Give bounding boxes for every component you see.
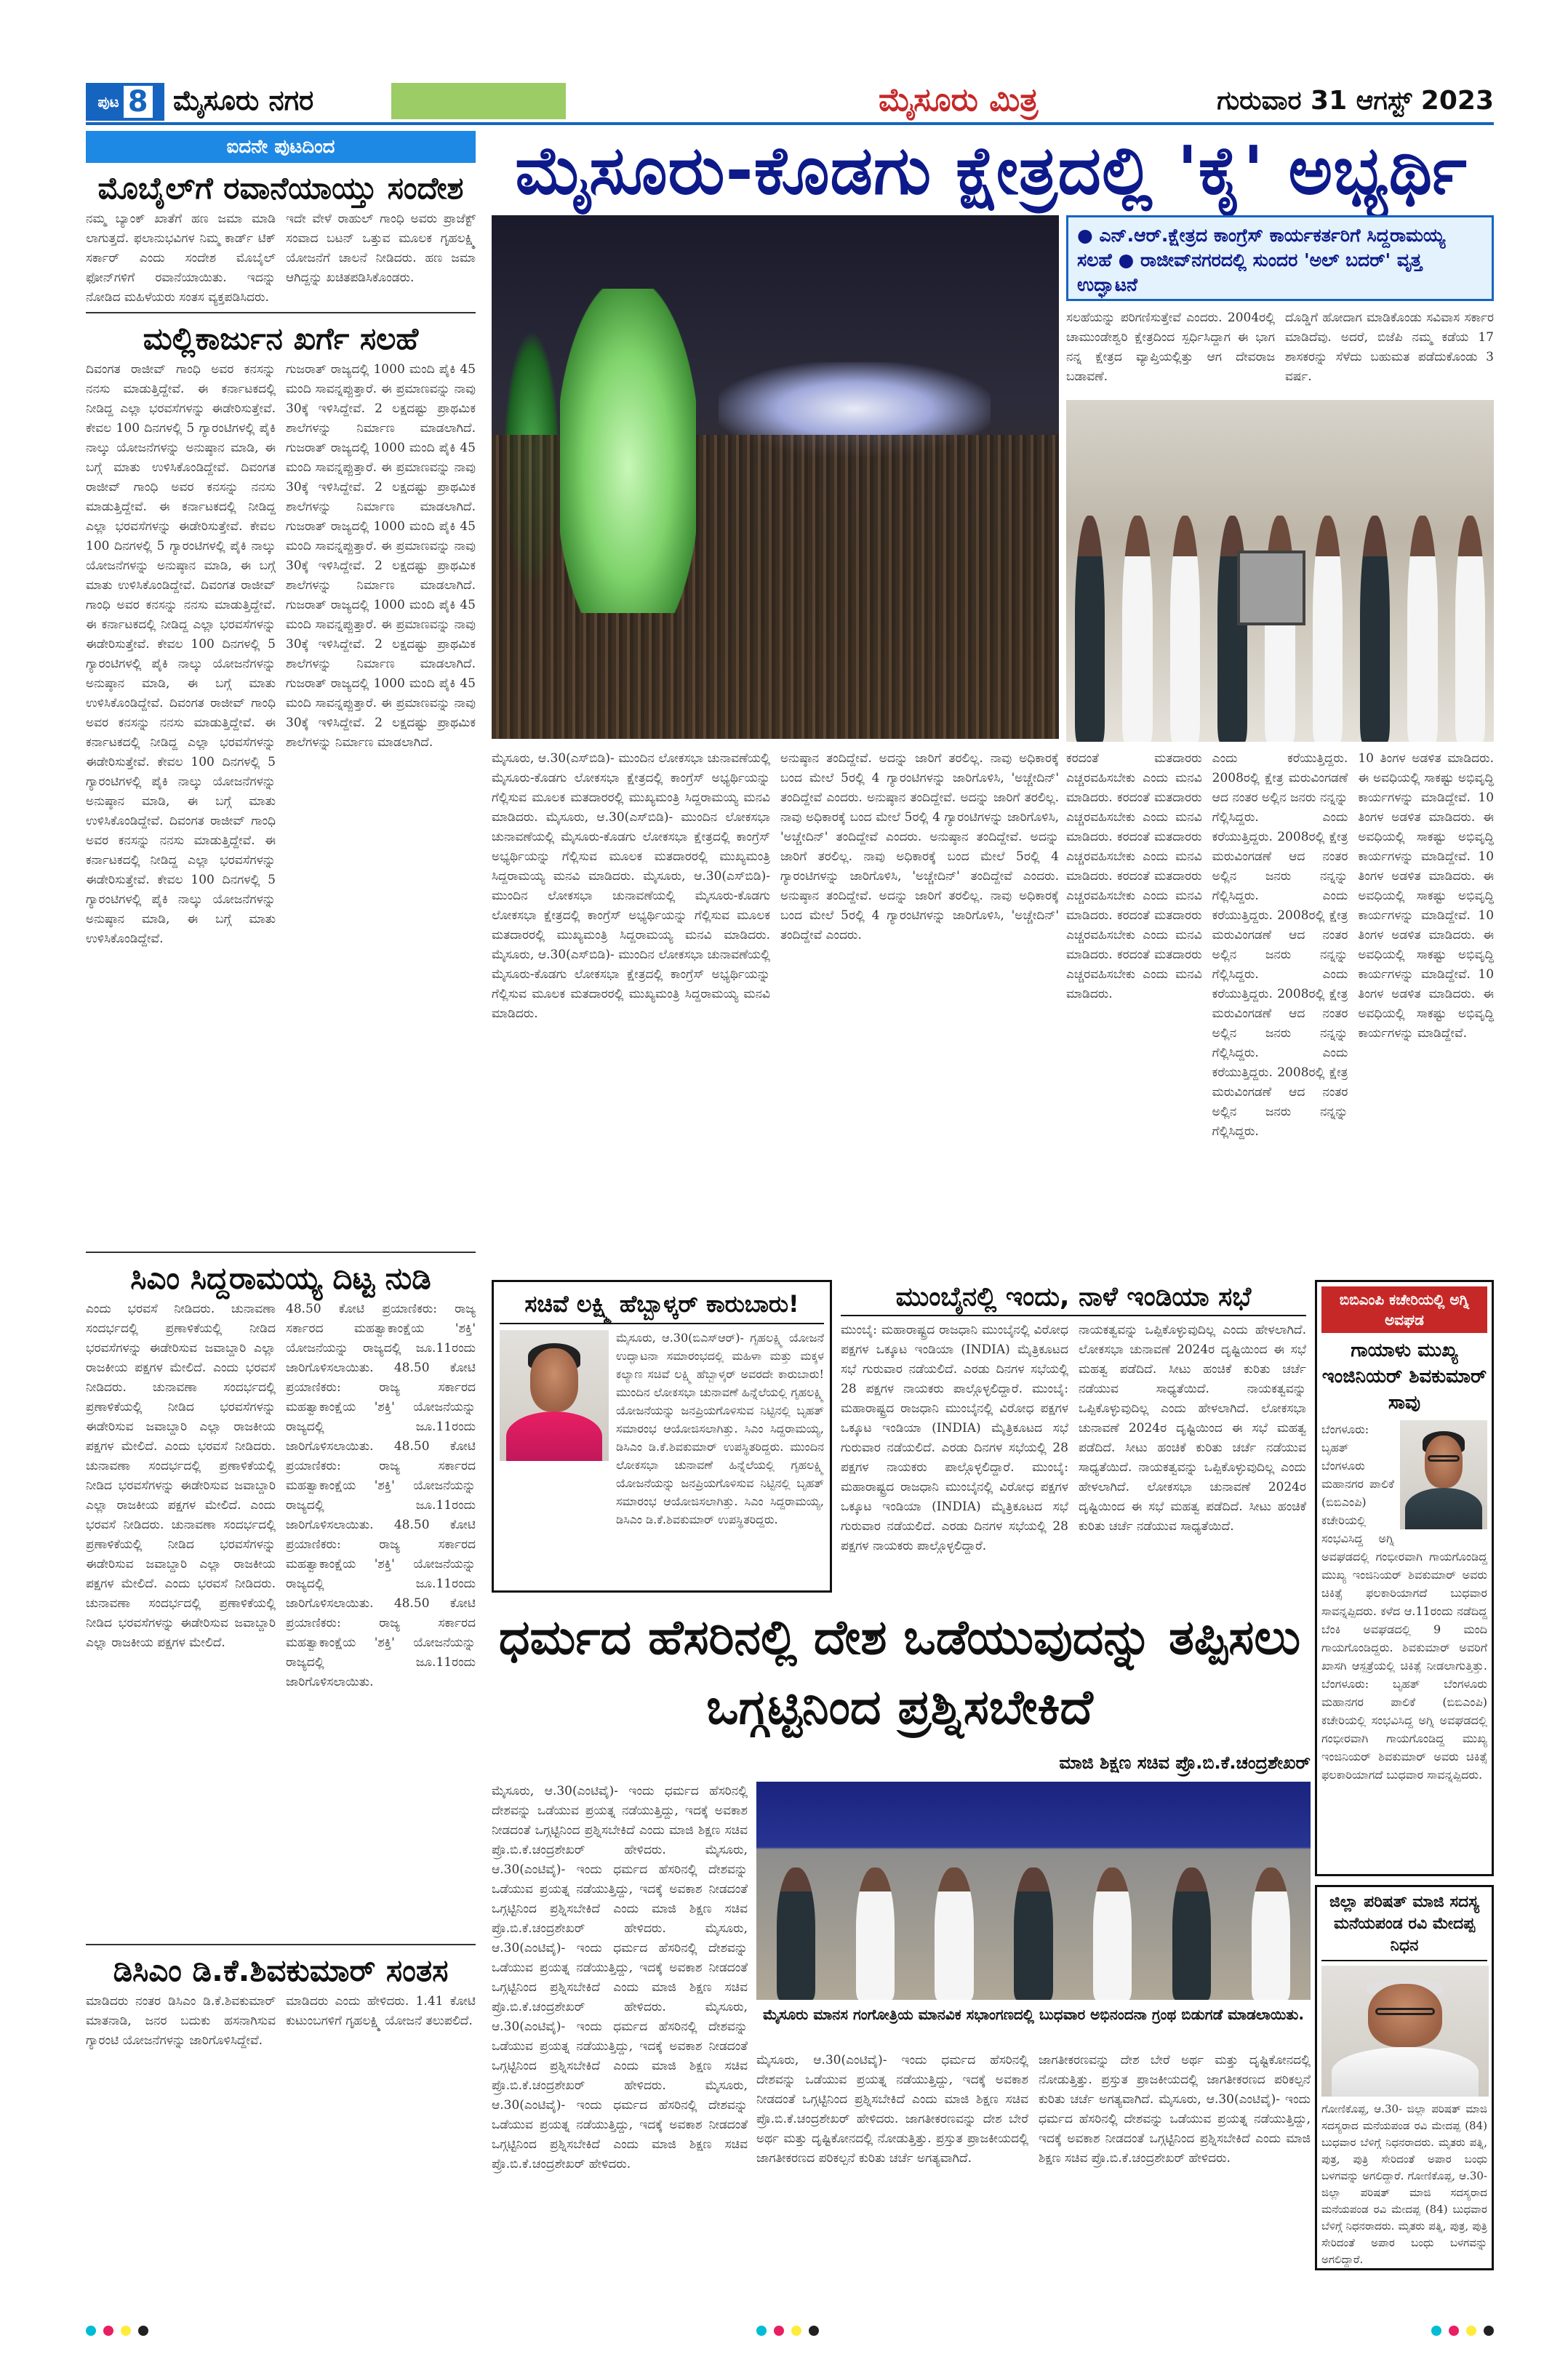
- story-text-part: ದಿವಂಗತ ರಾಜೀವ್ ಗಾಂಧಿ ಅವರ ಕನಸನ್ನು ನನಸು ಮಾಡುತ್ತಿದ್ದೇವೆ. ಈ ಕರ್ನಾಟಕದಲ್ಲಿ ನೀಡಿದ್ದ ಎಲ್ಲಾ ಭರವಸೆಗಳನ್ನು ಈಡೇರಿಸುತ್ತೇವೆ. ಕೇವಲ 100 ದಿನಗಳಲ್ಲಿ 5 ಗ್ಯಾರಂಟಿಗಳಲ್ಲಿ ಪೈಕಿ ನಾಲ್ಕು ಯೋಜನೆಗಳನ್ನು ಅನುಷ್ಠಾನ ಮಾಡಿ, ಈ ಬಗ್ಗೆ ಮಾತು ಉಳಿಸಿಕೊಂಡಿದ್ದೇವೆ.: [86, 814, 276, 946]
- masthead: [86, 81, 1494, 119]
- story-text-part: ಮೈಸೂರು, ಆ.30(ಎಂಟಿವೈ)- ಇಂದು ಧರ್ಮದ ಹೆಸರಿನಲ್ಲಿ ದೇಶವನ್ನು ಒಡೆಯುವ ಪ್ರಯತ್ನ ನಡೆಯುತ್ತಿದ್ದು, ಇದಕ್ಕೆ ಅವಕಾಶ ನೀಡದಂತೆ ಒಗ್ಗಟ್ಟಿನಿಂದ ಪ್ರಶ್ನಿಸಬೇಕಿದೆ ಎಂದು ಮಾಜಿ ಶಿಕ್ಷಣ ಸಚಿವ ಪ್ರೊ.ಬಿ.ಕೆ.ಚಂದ್ರಶೇಖರ್ ಹೇಳಿದರು.: [492, 1921, 748, 2014]
- divider: [86, 1944, 476, 1945]
- story-text-part: ಗುಜರಾತ್ ರಾಜ್ಯದಲ್ಲಿ 1000 ಮಂದಿ ಪೈಕಿ 45 ಮಂದಿ ಸಾವನ್ನಪ್ಪುತ್ತಾರೆ. ಈ ಪ್ರಮಾಣವನ್ನು ನಾವು 30ಕ್ಕೆ ಇಳಿಸಿದ್ದೇವೆ. 2 ಲಕ್ಷದಷ್ಟು ಪ್ರಾಥಮಿಕ ಶಾಲೆಗಳನ್ನು ನಿರ್ಮಾಣ ಮಾಡಲಾಗಿದೆ.: [286, 676, 476, 750]
- glasses: [1428, 1455, 1459, 1462]
- story-text: [1212, 749, 1348, 1142]
- story-text-part: ಕರದಂತೆ ಮತದಾರರು ಎಚ್ಚರವಹಿಸಬೇಕು ಎಂದು ಮನವಿ ಮಾಡಿದರು.: [1066, 830, 1202, 884]
- story-text: [1079, 1321, 1306, 1590]
- issue-date: ಗುರುವಾರ 31 ಆಗಸ್ಟ್ 2023: [1217, 86, 1494, 116]
- story-text-part: ಕರದಂತೆ ಮತದಾರರು ಎಚ್ಚರವಹಿಸಬೇಕು ಎಂದು ಮನವಿ ಮಾಡಿದರು.: [1066, 948, 1202, 1001]
- person: [777, 1867, 815, 2000]
- story-text-part: ಮೈಸೂರು, ಆ.30(ಎಸ್‌ಬಿಡಿ)- ಮುಂದಿನ ಲೋಕಸಭಾ ಚುನಾವಣೆಯಲ್ಲಿ ಮೈಸೂರು-ಕೊಡಗು ಲೋಕಸಭಾ ಕ್ಷೇತ್ರದಲ್ಲಿ ಕಾಂಗ್ರೆಸ್ ಅಭ್ಯರ್ಥಿಯನ್ನು ಗೆಲ್ಲಿಸುವ ಮೂಲಕ ಮತದಾರರಲ್ಲಿ ಮುಖ್ಯಮಂತ್ರಿ ಸಿದ್ದರಾಮಯ್ಯ ಮನವಿ ಮಾಡಿದರು.: [492, 810, 770, 884]
- box-kicker: ಬಿಬಿಎಂಪಿ ಕಚೇರಿಯಲ್ಲಿ ಅಗ್ನಿ ಅವಘಡ: [1321, 1286, 1487, 1333]
- story-text: [492, 749, 770, 1024]
- story-text-part: ದಿವಂಗತ ರಾಜೀವ್ ಗಾಂಧಿ ಅವರ ಕನಸನ್ನು ನನಸು ಮಾಡುತ್ತಿದ್ದೇವೆ. ಈ ಕರ್ನಾಟಕದಲ್ಲಿ ನೀಡಿದ್ದ ಎಲ್ಲಾ ಭರವಸೆಗಳನ್ನು ಈಡೇರಿಸುತ್ತೇವೆ. ಕೇವಲ 100 ದಿನಗಳಲ್ಲಿ 5 ಗ್ಯಾರಂಟಿಗಳಲ್ಲಿ ಪೈಕಿ ನಾಲ್ಕು ಯೋಜನೆಗಳನ್ನು ಅನುಷ್ಠಾನ ಮಾಡಿ, ಈ ಬಗ್ಗೆ ಮಾತು ಉಳಿಸಿಕೊಂಡಿದ್ದೇವೆ.: [86, 460, 276, 593]
- story-text: [86, 360, 276, 1247]
- registration-dots-center: [756, 2326, 819, 2336]
- box-text-part: ಮುಂದಿನ ಲೋಕಸಭಾ ಚುನಾವಣೆ ಹಿನ್ನೆಲೆಯಲ್ಲಿ ಗೃಹಲಕ್ಷ್ಮಿ ಯೋಜನೆಯನ್ನು ಜನಪ್ರಿಯಗೊಳಿಸುವ ನಿಟ್ಟಿನಲ್ಲಿ ಬೃಹತ್ ಸಮಾರಂಭ ಆಯೋಜಿಸಲಾಗಿತ್ತು. ಸಿಎಂ ಸಿದ್ದರಾಮಯ್ಯ, ಡಿಸಿಎಂ ಡಿ.ಕೆ.ಶಿವಕುಮಾರ್ ಉಪಸ್ಥಿತರಿದ್ದರು.: [616, 1385, 824, 1454]
- story-body: [86, 1300, 476, 1939]
- story-text: [1039, 2051, 1311, 2169]
- story-text-part: ಗುಜರಾತ್ ರಾಜ್ಯದಲ್ಲಿ 1000 ಮಂದಿ ಪೈಕಿ 45 ಮಂದಿ ಸಾವನ್ನಪ್ಪುತ್ತಾರೆ. ಈ ಪ್ರಮಾಣವನ್ನು ನಾವು 30ಕ್ಕೆ ಇಳಿಸಿದ್ದೇವೆ. 2 ಲಕ್ಷದಷ್ಟು ಪ್ರಾಥಮಿಕ ಶಾಲೆಗಳನ್ನು ನಿರ್ಮಾಣ ಮಾಡಲಾಗಿದೆ.: [286, 519, 476, 593]
- box-text-part: ಕಳೆದ ಆ.11ರಂದು ನಡೆದಿದ್ದ ಬೆಂಕಿ ಅವಘಡದಲ್ಲಿ 9 ಮಂದಿ ಗಾಯಗೊಂಡಿದ್ದರು. ಶಿವಕುಮಾರ್ ಅವರಿಗೆ ಖಾಸಗಿ ಆಸ್ಪತ್ರೆಯಲ್ಲಿ ಚಿಕಿತ್ಸೆ ನೀಡಲಾಗುತ್ತಿತ್ತು.: [1321, 1604, 1487, 1673]
- person: [1172, 1867, 1211, 2000]
- story-headline: ಸಿಎಂ ಸಿದ್ದರಾಮಯ್ಯ ದಿಟ್ಟ ನುಡಿ: [130, 1260, 431, 1296]
- registration-dots-left: [86, 2326, 148, 2336]
- person: [1014, 1867, 1052, 2000]
- registration-dot: [1466, 2326, 1476, 2336]
- story-text-part: ಅನುಷ್ಠಾನ ತಂದಿದ್ದೇವೆ. ಅದನ್ನು ಜಾರಿಗೆ ತರಲಿಲ್ಲ. ನಾವು ಅಧಿಕಾರಕ್ಕೆ ಬಂದ ಮೇಲೆ 5ರಲ್ಲಿ 4 ಗ್ಯಾರಂಟಿಗಳನ್ನು ಜಾರಿಗೊಳಿಸಿ, 'ಅಚ್ಚೇದಿನ್' ತಂದಿದ್ದೇವೆ ಎಂದರು.: [780, 830, 1059, 884]
- registration-dot: [1484, 2326, 1494, 2336]
- story-text-part: ಎಂದು ಭರವಸೆ ನೀಡಿದರು. ಚುನಾವಣಾ ಸಂದರ್ಭದಲ್ಲಿ ಪ್ರಣಾಳಿಕೆಯಲ್ಲಿ ನೀಡಿದ ಭರವಸೆಗಳನ್ನು ಈಡೇರಿಸುವ ಜವಾಬ್ದಾರಿ ಎಲ್ಲಾ ರಾಜಕೀಯ ಪಕ್ಷಗಳ ಮೇಲಿದೆ.: [86, 1361, 276, 1454]
- box-text-part: ಗೋಣಿಕೊಪ್ಪ, ಆ.30- ಜಿಲ್ಲಾ ಪರಿಷತ್ ಮಾಜಿ ಸದಸ್ಯರಾದ ಮನೆಯಪಂಡ ರವಿ ಮೇದಪ್ಪ (84) ಬುಧವಾರ ಬೆಳಿಗ್ಗೆ ನಿಧನರಾದರು. ಮೃತರು ಪತ್ನಿ, ಪುತ್ರ, ಪುತ್ರಿ ಸೇರಿದಂತೆ ಅಪಾರ ಬಂಧು ಬಳಗವನ್ನು ಅಗಲಿದ್ದಾರೆ.: [1321, 2102, 1487, 2182]
- person: [1360, 516, 1390, 742]
- face: [530, 1348, 578, 1411]
- story-text-part: 48.50 ಕೋಟಿ ಪ್ರಯಾಣಿಕರು: ರಾಜ್ಯ ಸರ್ಕಾರದ ಮಹತ್ವಾಕಾಂಕ್ಷೆಯ 'ಶಕ್ತಿ' ಯೋಜನೆಯನ್ನು ರಾಜ್ಯದಲ್ಲಿ ಜೂ.11ರಂದು ಜಾರಿಗೊಳಿಸಲಾಯಿತು.: [286, 1302, 476, 1375]
- shoulders: [1332, 2047, 1479, 2097]
- section-name: ಮೈಸೂರು ನಗರ: [173, 84, 314, 116]
- person: [856, 1867, 895, 2000]
- story-text-part: ಮೈಸೂರು, ಆ.30(ಎಂಟಿವೈ)- ಇಂದು ಧರ್ಮದ ಹೆಸರಿನಲ್ಲಿ ದೇಶವನ್ನು ಒಡೆಯುವ ಪ್ರಯತ್ನ ನಡೆಯುತ್ತಿದ್ದು, ಇದಕ್ಕೆ ಅವಕಾಶ ನೀಡದಂತೆ ಒಗ್ಗಟ್ಟಿನಿಂದ ಪ್ರಶ್ನಿಸಬೇಕಿದೆ ಎಂದು ಮಾಜಿ ಶಿಕ್ಷಣ ಸಚಿವ ಪ್ರೊ.ಬಿ.ಕೆ.ಚಂದ್ರಶೇಖರ್ ಹೇಳಿದರು.: [1039, 2092, 1311, 2166]
- person: [1093, 1867, 1132, 2000]
- byline: ಮಾಜಿ ಶಿಕ್ಷಣ ಸಚಿವ ಪ್ರೊ.ಬಿ.ಕೆ.ಚಂದ್ರಶೇಖರ್: [1059, 1753, 1311, 1773]
- story-text: ಸಲಹೆಯನ್ನು ಪರಿಗಣಿಸುತ್ತೇವೆ ಎಂದರು. 2004ರಲ್ಲಿ ಚಾಮುಂಡೇಶ್ವರಿ ಕ್ಷೇತ್ರದಿಂದ ಸ್ಪರ್ಧಿಸಿದ್ದಾಗ ಈ ಭಾಗ ನನ್ನ ಕ್ಷೇತ್ರದ ವ್ಯಾಪ್ತಿಯಲ್ಲಿತ್ತು ಆಗ ದೇವರಾಜ ಬಡಾವಣೆ.: [1066, 311, 1275, 384]
- story-text-part: ಜಾಗತೀಕರಣವನ್ನು ದೇಶ ಬೇರೆ ಅರ್ಥ ಮತ್ತು ದೃಷ್ಟಿಕೋನದಲ್ಲಿ ನೋಡುತ್ತಿತ್ತು. ಪ್ರಸ್ತುತ ಪ್ರಾಜಕೀಯದಲ್ಲಿ ಜಾಗತೀಕರಣದ ಪರಿಕಲ್ಪನೆ ಕುರಿತು ಚರ್ಚೆ ಅಗತ್ಯವಾಗಿದೆ.: [756, 2112, 1028, 2166]
- story-text-part: ಎಂದು ಕರೆಯುತ್ತಿದ್ದರು. 2008ರಲ್ಲಿ ಕ್ಷೇತ್ರ ಮರುವಿಂಗಡಣೆ ಆದ ನಂತರ ಅಲ್ಲಿನ ಜನರು ನನ್ನನ್ನು ಗೆಲ್ಲಿಸಿದ್ದರು.: [1212, 751, 1348, 825]
- minister-portrait: [500, 1330, 609, 1461]
- memento-plaque: [1237, 551, 1305, 625]
- registration-dot: [791, 2326, 801, 2336]
- story-text: [286, 360, 476, 1247]
- box-title: ಜಿಲ್ಲಾ ಪರಿಷತ್ ಮಾಜಿ ಸದಸ್ಯ ಮನೆಯಪಂಡ ರವಿ ಮೇದಪ್ಪ ನಿಧನ: [1321, 1891, 1487, 1961]
- story-text-part: ಎಂದು ಕರೆಯುತ್ತಿದ್ದರು. 2008ರಲ್ಲಿ ಕ್ಷೇತ್ರ ಮರುವಿಂಗಡಣೆ ಆದ ನಂತರ ಅಲ್ಲಿನ ಜನರು ನನ್ನನ್ನು ಗೆಲ್ಲಿಸಿದ್ದರು.: [1212, 810, 1348, 903]
- story-text: [492, 1782, 748, 2174]
- person: [1265, 516, 1295, 742]
- story-text-part: ಅನುಷ್ಠಾನ ತಂದಿದ್ದೇವೆ. ಅದನ್ನು ಜಾರಿಗೆ ತರಲಿಲ್ಲ. ನಾವು ಅಧಿಕಾರಕ್ಕೆ ಬಂದ ಮೇಲೆ 5ರಲ್ಲಿ 4 ಗ್ಯಾರಂಟಿಗಳನ್ನು ಜಾರಿಗೊಳಿಸಿ, 'ಅಚ್ಚೇದಿನ್' ತಂದಿದ್ದೇವೆ ಎಂದರು.: [780, 790, 1059, 844]
- story-text-part: 48.50 ಕೋಟಿ ಪ್ರಯಾಣಿಕರು: ರಾಜ್ಯ ಸರ್ಕಾರದ ಮಹತ್ವಾಕಾಂಕ್ಷೆಯ 'ಶಕ್ತಿ' ಯೋಜನೆಯನ್ನು ರಾಜ್ಯದಲ್ಲಿ ಜೂ.11ರಂದು ಜಾರಿಗೊಳಿಸಲಾಯಿತು.: [286, 1518, 476, 1611]
- registration-dot: [1449, 2326, 1459, 2336]
- story-text: [1066, 749, 1202, 1142]
- person: [1455, 516, 1485, 742]
- person: [1217, 516, 1247, 742]
- newspaper-brand: ಮೈಸೂರು ಮಿತ್ರ: [879, 81, 1039, 119]
- story-text-part: ನಾಯಕತ್ವವನ್ನು ಒಪ್ಪಿಕೊಳ್ಳುವುದಿಲ್ಲ ಎಂದು ಹೇಳಲಾಗಿದೆ. ಲೋಕಸಭಾ ಚುನಾವಣೆ 2024ರ ದೃಷ್ಟಿಯಿಂದ ಈ ಸಭೆ ಮಹತ್ವ ಪಡೆದಿದೆ. ಸೀಟು ಹಂಚಿಕೆ ಕುರಿತು ಚರ್ಚೆ ನಡೆಯುವ ಸಾಧ್ಯತೆಯಿದೆ.: [1079, 1323, 1306, 1396]
- story-text-part: 10 ತಿಂಗಳ ಅಡಳಿತ ಮಾಡಿದರು. ಈ ಅವಧಿಯಲ್ಲಿ ಸಾಕಷ್ಟು ಅಭಿವೃದ್ಧಿ ಕಾರ್ಯಗಳನ್ನು ಮಾಡಿದ್ದೇವೆ.: [1358, 908, 1494, 982]
- box-text-part: ಬೆಂಗಳೂರು: ಬೃಹತ್ ಬೆಂಗಳೂರು ಮಹಾನಗರ ಪಾಲಿಕೆ (ಬಿಬಿಎಂಪಿ) ಕಚೇರಿಯಲ್ಲಿ ಸಂಭವಿಸಿದ್ದ ಅಗ್ನಿ ಅವಘಡದಲ್ಲಿ ಗಂಭೀರವಾಗಿ ಗಾಯಗೊಂಡಿದ್ದ ಮುಖ್ಯ ಇಂಜಿನಿಯರ್ ಶಿವಕುಮಾರ್ ಅವರು ಚಿಕಿತ್ಸೆ ಫಲಕಾರಿಯಾಗದೆ ಬುಧವಾರ ಸಾವನ್ನಪ್ಪಿದರು.: [1321, 1422, 1487, 1618]
- dharma-story-text-bottom: [756, 2051, 1311, 2276]
- box-text-part: ಬೆಂಗಳೂರು: ಬೃಹತ್ ಬೆಂಗಳೂರು ಮಹಾನಗರ ಪಾಲಿಕೆ (ಬಿಬಿಎಂಪಿ) ಕಚೇರಿಯಲ್ಲಿ ಸಂಭವಿಸಿದ್ದ ಅಗ್ನಿ ಅವಘಡದಲ್ಲಿ ಗಂಭೀರವಾಗಿ ಗಾಯಗೊಂಡಿದ್ದ ಮುಖ್ಯ ಇಂಜಿನಿಯರ್ ಶಿವಕುಮಾರ್ ಅವರು ಚಿಕಿತ್ಸೆ ಫಲಕಾರಿಯಾಗದೆ ಬುಧವಾರ ಸಾವನ್ನಪ್ಪಿದರು.: [1321, 1677, 1487, 1782]
- face: [1425, 1436, 1463, 1488]
- main-subheadline-box: [1066, 215, 1494, 301]
- story-text-part: ಮೈಸೂರು, ಆ.30(ಎಂಟಿವೈ)- ಇಂದು ಧರ್ಮದ ಹೆಸರಿನಲ್ಲಿ ದೇಶವನ್ನು ಒಡೆಯುವ ಪ್ರಯತ್ನ ನಡೆಯುತ್ತಿದ್ದು, ಇದಕ್ಕೆ ಅವಕಾಶ ನೀಡದಂತೆ ಒಗ್ಗಟ್ಟಿನಿಂದ ಪ್ರಶ್ನಿಸಬೇಕಿದೆ ಎಂದು ಮಾಜಿ ಶಿಕ್ಷಣ ಸಚಿವ ಪ್ರೊ.ಬಿ.ಕೆ.ಚಂದ್ರಶೇಖರ್ ಹೇಳಿದರು.: [492, 2078, 748, 2171]
- registration-dot: [756, 2326, 767, 2336]
- main-continued-text: [1066, 749, 1494, 1273]
- stage-banner: [790, 1795, 1278, 1817]
- person: [1122, 516, 1152, 742]
- story-text: ನಮ್ಮ ಬ್ಯಾಂಕ್ ಖಾತೆಗೆ ಹಣ ಜಮಾ ಮಾಡಿ ಲಾಗುತ್ತದೆ. ಫಲಾನುಭವಿಗಳ ನಿಮ್ಮ ಕಾರ್ಡ್‌ ಟಿಕ್ ಸರ್ಕಾರ್ ಎಂದು ಸಂದೇಶ ಮೊಬೈಲ್ ಫೋನ್‌ಗಳಿಗೆ ರವಾನೆಯಾಯಿತು. ಇದನ್ನು ನೋಡಿದ ಮಹಿಳೆಯರು ಸಂತಸ ವ್ಯಕ್ತಪಡಿಸಿದರು.: [86, 212, 276, 305]
- engineer-portrait: [1400, 1420, 1487, 1529]
- box-text-part: ಗೋಣಿಕೊಪ್ಪ, ಆ.30- ಜಿಲ್ಲಾ ಪರಿಷತ್ ಮಾಜಿ ಸದಸ್ಯರಾದ ಮನೆಯಪಂಡ ರವಿ ಮೇದಪ್ಪ (84) ಬುಧವಾರ ಬೆಳಿಗ್ಗೆ ನಿಧನರಾದರು. ಮೃತರು ಪತ್ನಿ, ಪುತ್ರ, ಪುತ್ರಿ ಸೇರಿದಂತೆ ಅಪಾರ ಬಂಧು ಬಳಗವನ್ನು ಅಗಲಿದ್ದಾರೆ.: [1321, 2169, 1487, 2266]
- story-text-part: ಎಂದು ಭರವಸೆ ನೀಡಿದರು. ಚುನಾವಣಾ ಸಂದರ್ಭದಲ್ಲಿ ಪ್ರಣಾಳಿಕೆಯಲ್ಲಿ ನೀಡಿದ ಭರವಸೆಗಳನ್ನು ಈಡೇರಿಸುವ ಜವಾಬ್ದಾರಿ ಎಲ್ಲಾ ರಾಜಕೀಯ ಪಕ್ಷಗಳ ಮೇಲಿದೆ.: [86, 1577, 276, 1650]
- story-headline: ಮೊಬೈಲ್‌ಗೆ ರವಾನೆಯಾಯ್ತು ಸಂದೇಶ: [97, 170, 464, 206]
- story-text-part: ಜಾಗತೀಕರಣವನ್ನು ದೇಶ ಬೇರೆ ಅರ್ಥ ಮತ್ತು ದೃಷ್ಟಿಕೋನದಲ್ಲಿ ನೋಡುತ್ತಿತ್ತು. ಪ್ರಸ್ತುತ ಪ್ರಾಜಕೀಯದಲ್ಲಿ ಜಾಗತೀಕರಣದ ಪರಿಕಲ್ಪನೆ ಕುರಿತು ಚರ್ಚೆ ಅಗತ್ಯವಾಗಿದೆ.: [1039, 2053, 1311, 2107]
- story-text: [780, 749, 1059, 1024]
- story-text: ದೊಡ್ಡಿಗೆ ಹೋದಾಗ ಮಾಡಿಕೊಂಡು ಸವಿವಾಸ ಸರ್ಕಾರ ಮಾಡಿದೆವು. ಅದರೆ, ಬಿಜೆಪಿ ನಮ್ಮ ಕಡೆಯ 17 ಶಾಸಕರನ್ನು ಸೆಳೆದು ಬಹುಮತ ಪಡೆದುಕೊಂಡು 3 ವರ್ಷ.: [1285, 311, 1494, 384]
- story-text-part: ಮೈಸೂರು, ಆ.30(ಎಂಟಿವೈ)- ಇಂದು ಧರ್ಮದ ಹೆಸರಿನಲ್ಲಿ ದೇಶವನ್ನು ಒಡೆಯುವ ಪ್ರಯತ್ನ ನಡೆಯುತ್ತಿದ್ದು, ಇದಕ್ಕೆ ಅವಕಾಶ ನೀಡದಂತೆ ಒಗ್ಗಟ್ಟಿನಿಂದ ಪ್ರಶ್ನಿಸಬೇಕಿದೆ ಎಂದು ಮಾಜಿ ಶಿಕ್ಷಣ ಸಚಿವ ಪ್ರೊ.ಬಿ.ಕೆ.ಚಂದ್ರಶೇಖರ್ ಹೇಳಿದರು.: [492, 1784, 748, 1857]
- story-text: [756, 2051, 1028, 2169]
- person: [1407, 516, 1437, 742]
- story-text-part: ಎಂದು ಭರವಸೆ ನೀಡಿದರು. ಚುನಾವಣಾ ಸಂದರ್ಭದಲ್ಲಿ ಪ್ರಣಾಳಿಕೆಯಲ್ಲಿ ನೀಡಿದ ಭರವಸೆಗಳನ್ನು ಈಡೇರಿಸುವ ಜವಾಬ್ದಾರಿ ಎಲ್ಲಾ ರಾಜಕೀಯ ಪಕ್ಷಗಳ ಮೇಲಿದೆ.: [86, 1498, 276, 1591]
- story-text-part: 48.50 ಕೋಟಿ ಪ್ರಯಾಣಿಕರು: ರಾಜ್ಯ ಸರ್ಕಾರದ ಮಹತ್ವಾಕಾಂಕ್ಷೆಯ 'ಶಕ್ತಿ' ಯೋಜನೆಯನ್ನು ರಾಜ್ಯದಲ್ಲಿ ಜೂ.11ರಂದು ಜಾರಿಗೊಳಿಸಲಾಯಿತು.: [286, 1596, 476, 1689]
- story-text-part: ಗುಜರಾತ್ ರಾಜ್ಯದಲ್ಲಿ 1000 ಮಂದಿ ಪೈಕಿ 45 ಮಂದಿ ಸಾವನ್ನಪ್ಪುತ್ತಾರೆ. ಈ ಪ್ರಮಾಣವನ್ನು ನಾವು 30ಕ್ಕೆ ಇಳಿಸಿದ್ದೇವೆ. 2 ಲಕ್ಷದಷ್ಟು ಪ್ರಾಥಮಿಕ ಶಾಲೆಗಳನ್ನು ನಿರ್ಮಾಣ ಮಾಡಲಾಗಿದೆ.: [286, 598, 476, 671]
- story-text-part: ಗುಜರಾತ್ ರಾಜ್ಯದಲ್ಲಿ 1000 ಮಂದಿ ಪೈಕಿ 45 ಮಂದಿ ಸಾವನ್ನಪ್ಪುತ್ತಾರೆ. ಈ ಪ್ರಮಾಣವನ್ನು ನಾವು 30ಕ್ಕೆ ಇಳಿಸಿದ್ದೇವೆ. 2 ಲಕ್ಷದಷ್ಟು ಪ್ರಾಥಮಿಕ ಶಾಲೆಗಳನ್ನು ನಿರ್ಮಾಣ ಮಾಡಲಾಗಿದೆ.: [286, 441, 476, 514]
- main-subheadline: ● ಎನ್.ಆರ್.ಕ್ಷೇತ್ರದ ಕಾಂಗ್ರೆಸ್ ಕಾರ್ಯಕರ್ತರಿಗೆ ಸಿದ್ದರಾಮಯ್ಯ ಸಲಹೆ ● ರಾಜೀವ್‌ನಗರದಲ್ಲಿ ಸುಂದರ 'ಅಲ್ ಬದರ್' ವೃತ್ತ ಉದ್ಘಾಟನೆ: [1077, 225, 1446, 295]
- story-text-part: ಮುಂಬೈ: ಮಹಾರಾಷ್ಟ್ರದ ರಾಜಧಾನಿ ಮುಂಬೈನಲ್ಲಿ ವಿರೋಧ ಪಕ್ಷಗಳ ಒಕ್ಕೂಟ ಇಂಡಿಯಾ (INDIA) ಮೈತ್ರಿಕೂಟದ ಸಭೆ ಗುರುವಾರ ನಡೆಯಲಿದೆ. ಎರಡು ದಿನಗಳ ಸಭೆಯಲ್ಲಿ 28 ಪಕ್ಷಗಳ ನಾಯಕರು ಪಾಲ್ಗೊಳ್ಳಲಿದ್ದಾರೆ.: [841, 1323, 1068, 1396]
- illuminated-pot-monument: [560, 289, 696, 613]
- page-number-badge: [86, 83, 164, 121]
- story-text-part: ಮೈಸೂರು, ಆ.30(ಎಂಟಿವೈ)- ಇಂದು ಧರ್ಮದ ಹೆಸರಿನಲ್ಲಿ ದೇಶವನ್ನು ಒಡೆಯುವ ಪ್ರಯತ್ನ ನಡೆಯುತ್ತಿದ್ದು, ಇದಕ್ಕೆ ಅವಕಾಶ ನೀಡದಂತೆ ಒಗ್ಗಟ್ಟಿನಿಂದ ಪ್ರಶ್ನಿಸಬೇಕಿದೆ ಎಂದು ಮಾಜಿ ಶಿಕ್ಷಣ ಸಚಿವ ಪ್ರೊ.ಬಿ.ಕೆ.ಚಂದ್ರಶೇಖರ್ ಹೇಳಿದರು.: [756, 2053, 1028, 2126]
- obituary-box: [1315, 1885, 1494, 2270]
- story-text-part: ಮೈಸೂರು, ಆ.30(ಎಸ್‌ಬಿಡಿ)- ಮುಂದಿನ ಲೋಕಸಭಾ ಚುನಾವಣೆಯಲ್ಲಿ ಮೈಸೂರು-ಕೊಡಗು ಲೋಕಸಭಾ ಕ್ಷೇತ್ರದಲ್ಲಿ ಕಾಂಗ್ರೆಸ್ ಅಭ್ಯರ್ಥಿಯನ್ನು ಗೆಲ್ಲಿಸುವ ಮೂಲಕ ಮತದಾರರಲ್ಲಿ ಮುಖ್ಯಮಂತ್ರಿ ಸಿದ್ದರಾಮಯ್ಯ ಮನವಿ ಮಾಡಿದರು.: [492, 751, 770, 825]
- group-of-people: [756, 1856, 1311, 2000]
- story-text-part: ಮುಂಬೈ: ಮಹಾರಾಷ್ಟ್ರದ ರಾಜಧಾನಿ ಮುಂಬೈನಲ್ಲಿ ವಿರೋಧ ಪಕ್ಷಗಳ ಒಕ್ಕೂಟ ಇಂಡಿಯಾ (INDIA) ಮೈತ್ರಿಕೂಟದ ಸಭೆ ಗುರುವಾರ ನಡೆಯಲಿದೆ. ಎರಡು ದಿನಗಳ ಸಭೆಯಲ್ಲಿ 28 ಪಕ್ಷಗಳ ನಾಯಕರು ಪಾಲ್ಗೊಳ್ಳಲಿದ್ದಾರೆ.: [841, 1382, 1068, 1475]
- story-text: [1358, 749, 1494, 1142]
- page-number: 8: [124, 86, 153, 118]
- dharma-headline: ಧರ್ಮದ ಹೆಸರಿನಲ್ಲಿ ದೇಶ ಒಡೆಯುವುದನ್ನು ತಪ್ಪಿಸಲು ಒಗ್ಗಟ್ಟಿನಿಂದ ಪ್ರಶ್ನಿಸಬೇಕಿದೆ: [498, 1609, 1301, 1735]
- story-text-part: ಅನುಷ್ಠಾನ ತಂದಿದ್ದೇವೆ. ಅದನ್ನು ಜಾರಿಗೆ ತರಲಿಲ್ಲ. ನಾವು ಅಧಿಕಾರಕ್ಕೆ ಬಂದ ಮೇಲೆ 5ರಲ್ಲಿ 4 ಗ್ಯಾರಂಟಿಗಳನ್ನು ಜಾರಿಗೊಳಿಸಿ, 'ಅಚ್ಚೇದಿನ್' ತಂದಿದ್ದೇವೆ ಎಂದರು.: [780, 889, 1059, 942]
- person: [1313, 516, 1343, 742]
- registration-dot: [138, 2326, 148, 2336]
- box-text: [1321, 2101, 1487, 2290]
- main-story-text: [1066, 308, 1494, 396]
- registration-dot: [774, 2326, 784, 2336]
- story-text-part: ಮುಂಬೈ: ಮಹಾರಾಷ್ಟ್ರದ ರಾಜಧಾನಿ ಮುಂಬೈನಲ್ಲಿ ವಿರೋಧ ಪಕ್ಷಗಳ ಒಕ್ಕೂಟ ಇಂಡಿಯಾ (INDIA) ಮೈತ್ರಿಕೂಟದ ಸಭೆ ಗುರುವಾರ ನಡೆಯಲಿದೆ. ಎರಡು ದಿನಗಳ ಸಭೆಯಲ್ಲಿ 28 ಪಕ್ಷಗಳ ನಾಯಕರು ಪಾಲ್ಗೊಳ್ಳಲಿದ್ದಾರೆ.: [841, 1460, 1068, 1553]
- registration-dot: [1431, 2326, 1441, 2336]
- story-text-part: ಮೈಸೂರು, ಆ.30(ಎಸ್‌ಬಿಡಿ)- ಮುಂದಿನ ಲೋಕಸಭಾ ಚುನಾವಣೆಯಲ್ಲಿ ಮೈಸೂರು-ಕೊಡಗು ಲೋಕಸಭಾ ಕ್ಷೇತ್ರದಲ್ಲಿ ಕಾಂಗ್ರೆಸ್ ಅಭ್ಯರ್ಥಿಯನ್ನು ಗೆಲ್ಲಿಸುವ ಮೂಲಕ ಮತದಾರರಲ್ಲಿ ಮುಖ್ಯಮಂತ್ರಿ ಸಿದ್ದರಾಮಯ್ಯ ಮನವಿ ಮಾಡಿದರು.: [492, 869, 771, 942]
- masthead-rule: [86, 122, 1494, 125]
- divider: [86, 312, 476, 313]
- story-text: [841, 1321, 1068, 1590]
- story-text-part: ಅನುಷ್ಠಾನ ತಂದಿದ್ದೇವೆ. ಅದನ್ನು ಜಾರಿಗೆ ತರಲಿಲ್ಲ. ನಾವು ಅಧಿಕಾರಕ್ಕೆ ಬಂದ ಮೇಲೆ 5ರಲ್ಲಿ 4 ಗ್ಯಾರಂಟಿಗಳನ್ನು ಜಾರಿಗೊಳಿಸಿ, 'ಅಚ್ಚೇದಿನ್' ತಂದಿದ್ದೇವೆ ಎಂದರು.: [780, 751, 1059, 805]
- glasses: [1375, 2008, 1436, 2016]
- story-text-part: ದಿವಂಗತ ರಾಜೀವ್ ಗಾಂಧಿ ಅವರ ಕನಸನ್ನು ನನಸು ಮಾಡುತ್ತಿದ್ದೇವೆ. ಈ ಕರ್ನಾಟಕದಲ್ಲಿ ನೀಡಿದ್ದ ಎಲ್ಲಾ ಭರವಸೆಗಳನ್ನು ಈಡೇರಿಸುತ್ತೇವೆ. ಕೇವಲ 100 ದಿನಗಳಲ್ಲಿ 5 ಗ್ಯಾರಂಟಿಗಳಲ್ಲಿ ಪೈಕಿ ನಾಲ್ಕು ಯೋಜನೆಗಳನ್ನು ಅನುಷ್ಠಾನ ಮಾಡಿ, ಈ ಬಗ್ಗೆ ಮಾತು ಉಳಿಸಿಕೊಂಡಿದ್ದೇವೆ.: [86, 578, 276, 710]
- box-text: [616, 1329, 824, 1590]
- registration-dots-right: [1431, 2326, 1494, 2336]
- story-text-part: ಎಂದು ಕರೆಯುತ್ತಿದ್ದರು. 2008ರಲ್ಲಿ ಕ್ಷೇತ್ರ ಮರುವಿಂಗಡಣೆ ಆದ ನಂತರ ಅಲ್ಲಿನ ಜನರು ನನ್ನನ್ನು ಗೆಲ್ಲಿಸಿದ್ದರು.: [1212, 1046, 1348, 1139]
- story-headline: ಮುಂಬೈನಲ್ಲಿ ಇಂದು, ನಾಳೆ ಇಂಡಿಯಾ ಸಭೆ: [841, 1280, 1306, 1316]
- shoulders: [506, 1412, 602, 1461]
- bbmp-fire-box: [1315, 1280, 1494, 1876]
- story-body: [86, 1992, 476, 2210]
- al-badar-circle-photo: [492, 215, 1059, 739]
- registration-dot: [809, 2326, 819, 2336]
- india-meeting-story: [841, 1280, 1306, 1593]
- book-release-photo: [756, 1782, 1311, 2000]
- story-text-part: ಎಂದು ಕರೆಯುತ್ತಿದ್ದರು. 2008ರಲ್ಲಿ ಕ್ಷೇತ್ರ ಮರುವಿಂಗಡಣೆ ಆದ ನಂತರ ಅಲ್ಲಿನ ಜನರು ನನ್ನನ್ನು ಗೆಲ್ಲಿಸಿದ್ದರು.: [1212, 967, 1348, 1060]
- box-text-part: ಮುಂದಿನ ಲೋಕಸಭಾ ಚುನಾವಣೆ ಹಿನ್ನೆಲೆಯಲ್ಲಿ ಗೃಹಲಕ್ಷ್ಮಿ ಯೋಜನೆಯನ್ನು ಜನಪ್ರಿಯಗೊಳಿಸುವ ನಿಟ್ಟಿನಲ್ಲಿ ಬೃಹತ್ ಸಮಾರಂಭ ಆಯೋಜಿಸಲಾಗಿತ್ತು. ಸಿಎಂ ಸಿದ್ದರಾಮಯ್ಯ, ಡಿಸಿಎಂ ಡಿ.ಕೆ.ಶಿವಕುಮಾರ್ ಉಪಸ್ಥಿತರಿದ್ದರು.: [616, 1440, 824, 1526]
- story-headline: ಮಲ್ಲಿಕಾರ್ಜುನ ಖರ್ಗೆ ಸಲಹೆ: [143, 321, 419, 356]
- story-text-part: ಮೈಸೂರು, ಆ.30(ಎಂಟಿವೈ)- ಇಂದು ಧರ್ಮದ ಹೆಸರಿನಲ್ಲಿ ದೇಶವನ್ನು ಒಡೆಯುವ ಪ್ರಯತ್ನ ನಡೆಯುತ್ತಿದ್ದು, ಇದಕ್ಕೆ ಅವಕಾಶ ನೀಡದಂತೆ ಒಗ್ಗಟ್ಟಿನಿಂದ ಪ್ರಶ್ನಿಸಬೇಕಿದೆ ಎಂದು ಮಾಜಿ ಶಿಕ್ಷಣ ಸಚಿವ ಪ್ರೊ.ಬಿ.ಕೆ.ಚಂದ್ರಶೇಖರ್ ಹೇಳಿದರು.: [492, 1843, 748, 1936]
- story-headline: ಡಿಸಿಎಂ ಡಿ.ಕೆ.ಶಿವಕುಮಾರ್ ಸಂತಸ: [113, 1953, 449, 1988]
- box-title: ಗಾಯಾಳು ಮುಖ್ಯ ಇಂಜಿನಿಯರ್ ಶಿವಕುಮಾರ್ ಸಾವು: [1321, 1340, 1487, 1414]
- section-band: [391, 83, 566, 119]
- laxmi-hebbalkar-box: [492, 1280, 832, 1593]
- story-text-part: 10 ತಿಂಗಳ ಅಡಳಿತ ಮಾಡಿದರು. ಈ ಅವಧಿಯಲ್ಲಿ ಸಾಕಷ್ಟು ಅಭಿವೃದ್ಧಿ ಕಾರ್ಯಗಳನ್ನು ಮಾಡಿದ್ದೇವೆ.: [1358, 849, 1494, 923]
- dharma-story-text-left: [492, 1782, 748, 2276]
- box-text-part: ಮೈಸೂರು, ಆ.30(ಬಿಎಸ್‌ಆರ್)- ಗೃಹಲಕ್ಷ್ಮಿ ಯೋಜನೆ ಉದ್ಘಾಟನಾ ಸಮಾರಂಭದಲ್ಲಿ ಮಹಿಳಾ ಮತ್ತು ಮಕ್ಕಳ ಕಲ್ಯಾಣ ಸಚಿವೆ ಲಕ್ಷ್ಮಿ ಹೆಬ್ಬಾಳ್ಕರ್ ಅವರದೇ ಕಾರುಬಾರು!: [616, 1331, 824, 1381]
- cm-felicitation-photo: [1066, 400, 1494, 742]
- story-text-part: ಕರದಂತೆ ಮತದಾರರು ಎಚ್ಚರವಹಿಸಬೇಕು ಎಂದು ಮನವಿ ಮಾಡಿದರು.: [1066, 869, 1202, 923]
- story-text-part: ಎಂದು ಕರೆಯುತ್ತಿದ್ದರು. 2008ರಲ್ಲಿ ಕ್ಷೇತ್ರ ಮರುವಿಂಗಡಣೆ ಆದ ನಂತರ ಅಲ್ಲಿನ ಜನರು ನನ್ನನ್ನು ಗೆಲ್ಲಿಸಿದ್ದರು.: [1212, 889, 1348, 982]
- registration-dot: [103, 2326, 113, 2336]
- main-lead-text: [492, 749, 1059, 1273]
- story-text-part: ದಿವಂಗತ ರಾಜೀವ್ ಗಾಂಧಿ ಅವರ ಕನಸನ್ನು ನನಸು ಮಾಡುತ್ತಿದ್ದೇವೆ. ಈ ಕರ್ನಾಟಕದಲ್ಲಿ ನೀಡಿದ್ದ ಎಲ್ಲಾ ಭರವಸೆಗಳನ್ನು ಈಡೇರಿಸುತ್ತೇವೆ. ಕೇವಲ 100 ದಿನಗಳಲ್ಲಿ 5 ಗ್ಯಾರಂಟಿಗಳಲ್ಲಿ ಪೈಕಿ ನಾಲ್ಕು ಯೋಜನೆಗಳನ್ನು ಅನುಷ್ಠಾನ ಮಾಡಿ, ಈ ಬಗ್ಗೆ ಮಾತು ಉಳಿಸಿಕೊಂಡಿದ್ದೇವೆ.: [86, 696, 276, 828]
- main-headline: ಮೈಸೂರು-ಕೊಡಗು ಕ್ಷೇತ್ರದಲ್ಲಿ 'ಕೈ' ಅಭ್ಯರ್ಥಿ: [515, 132, 1468, 209]
- story-text-part: 48.50 ಕೋಟಿ ಪ್ರಯಾಣಿಕರು: ರಾಜ್ಯ ಸರ್ಕಾರದ ಮಹತ್ವಾಕಾಂಕ್ಷೆಯ 'ಶಕ್ತಿ' ಯೋಜನೆಯನ್ನು ರಾಜ್ಯದಲ್ಲಿ ಜೂ.11ರಂದು ಜಾರಿಗೊಳಿಸಲಾಯಿತು.: [286, 1361, 476, 1454]
- story-body: [86, 209, 476, 308]
- story-text-part: ಮೈಸೂರು, ಆ.30(ಎಸ್‌ಬಿಡಿ)- ಮುಂದಿನ ಲೋಕಸಭಾ ಚುನಾವಣೆಯಲ್ಲಿ ಮೈಸೂರು-ಕೊಡಗು ಲೋಕಸಭಾ ಕ್ಷೇತ್ರದಲ್ಲಿ ಕಾಂಗ್ರೆಸ್ ಅಭ್ಯರ್ಥಿಯನ್ನು ಗೆಲ್ಲಿಸುವ ಮೂಲಕ ಮತದಾರರಲ್ಲಿ ಮುಖ್ಯಮಂತ್ರಿ ಸಿದ್ದರಾಮಯ್ಯ ಮನವಿ ಮಾಡಿದರು.: [492, 948, 770, 1021]
- story-text-part: ಎಂದು ಭರವಸೆ ನೀಡಿದರು. ಚುನಾವಣಾ ಸಂದರ್ಭದಲ್ಲಿ ಪ್ರಣಾಳಿಕೆಯಲ್ಲಿ ನೀಡಿದ ಭರವಸೆಗಳನ್ನು ಈಡೇರಿಸುವ ಜವಾಬ್ದಾರಿ ಎಲ್ಲಾ ರಾಜಕೀಯ ಪಕ್ಷಗಳ ಮೇಲಿದೆ.: [86, 1302, 276, 1375]
- story-text-part: 10 ತಿಂಗಳ ಅಡಳಿತ ಮಾಡಿದರು. ಈ ಅವಧಿಯಲ್ಲಿ ಸಾಕಷ್ಟು ಅಭಿವೃದ್ಧಿ ಕಾರ್ಯಗಳನ್ನು ಮಾಡಿದ್ದೇವೆ.: [1358, 967, 1494, 1041]
- story-body: [841, 1321, 1306, 1590]
- story-text: ಮಾಡಿದರು ನಂತರ ಡಿಸಿಎಂ ಡಿ.ಕೆ.ಶಿವಕುಮಾರ್ ಮಾತನಾಡಿ, ಜನರ ಬದುಕು ಹಸನಾಗಿಸುವ ಗ್ಯಾರಂಟಿ ಯೋಜನೆಗಳನ್ನು ಜಾರಿಗೊಳಿಸಿದ್ದೇವೆ.: [86, 1994, 276, 2048]
- shoulders: [1405, 1488, 1482, 1529]
- box-title: ಸಚಿವೆ ಲಕ್ಷ್ಮಿ ಹೆಬ್ಬಾಳ್ಕರ್ ಕಾರುಬಾರು!: [500, 1288, 824, 1324]
- story-text-part: ದಿವಂಗತ ರಾಜೀವ್ ಗಾಂಧಿ ಅವರ ಕನಸನ್ನು ನನಸು ಮಾಡುತ್ತಿದ್ದೇವೆ. ಈ ಕರ್ನಾಟಕದಲ್ಲಿ ನೀಡಿದ್ದ ಎಲ್ಲಾ ಭರವಸೆಗಳನ್ನು ಈಡೇರಿಸುತ್ತೇವೆ. ಕೇವಲ 100 ದಿನಗಳಲ್ಲಿ 5 ಗ್ಯಾರಂಟಿಗಳಲ್ಲಿ ಪೈಕಿ ನಾಲ್ಕು ಯೋಜನೆಗಳನ್ನು ಅನುಷ್ಠಾನ ಮಾಡಿ, ಈ ಬಗ್ಗೆ ಮಾತು ಉಳಿಸಿಕೊಂಡಿದ್ದೇವೆ.: [86, 362, 276, 475]
- story-text-part: ನಾಯಕತ್ವವನ್ನು ಒಪ್ಪಿಕೊಳ್ಳುವುದಿಲ್ಲ ಎಂದು ಹೇಳಲಾಗಿದೆ. ಲೋಕಸಭಾ ಚುನಾವಣೆ 2024ರ ದೃಷ್ಟಿಯಿಂದ ಈ ಸಭೆ ಮಹತ್ವ ಪಡೆದಿದೆ. ಸೀಟು ಹಂಚಿಕೆ ಕುರಿತು ಚರ್ಚೆ ನಡೆಯುವ ಸಾಧ್ಯತೆಯಿದೆ.: [1079, 1382, 1306, 1475]
- page-label: ಪುಟ: [97, 93, 119, 111]
- registration-dot: [121, 2326, 131, 2336]
- story-text-part: ನಾಯಕತ್ವವನ್ನು ಒಪ್ಪಿಕೊಳ್ಳುವುದಿಲ್ಲ ಎಂದು ಹೇಳಲಾಗಿದೆ. ಲೋಕಸಭಾ ಚುನಾವಣೆ 2024ರ ದೃಷ್ಟಿಯಿಂದ ಈ ಸಭೆ ಮಹತ್ವ ಪಡೆದಿದೆ. ಸೀಟು ಹಂಚಿಕೆ ಕುರಿತು ಚರ್ಚೆ ನಡೆಯುವ ಸಾಧ್ಯತೆಯಿದೆ.: [1079, 1460, 1306, 1534]
- left-column: [86, 131, 476, 2233]
- story-body: [86, 360, 476, 1247]
- obituary-portrait: [1321, 1966, 1489, 2097]
- story-text-part: 10 ತಿಂಗಳ ಅಡಳಿತ ಮಾಡಿದರು. ಈ ಅವಧಿಯಲ್ಲಿ ಸಾಕಷ್ಟು ಅಭಿವೃದ್ಧಿ ಕಾರ್ಯಗಳನ್ನು ಮಾಡಿದ್ದೇವೆ.: [1358, 751, 1494, 805]
- person: [935, 1867, 973, 2000]
- story-text-part: 48.50 ಕೋಟಿ ಪ್ರಯಾಣಿಕರು: ರಾಜ್ಯ ಸರ್ಕಾರದ ಮಹತ್ವಾಕಾಂಕ್ಷೆಯ 'ಶಕ್ತಿ' ಯೋಜನೆಯನ್ನು ರಾಜ್ಯದಲ್ಲಿ ಜೂ.11ರಂದು ಜಾರಿಗೊಳಿಸಲಾಯಿತು.: [286, 1439, 476, 1532]
- divider: [86, 1252, 476, 1253]
- story-text: ಇದೇ ವೇಳೆ ರಾಹುಲ್ ಗಾಂಧಿ ಅವರು ಪ್ರಾಜೆಕ್ಟ್ ಸಂವಾದ ಬಟನ್ ಒತ್ತುವ ಮೂಲಕ ಗೃಹಲಕ್ಷ್ಮಿ ಯೋಜನೆಗೆ ಚಾಲನೆ ನೀಡಿದರು. ಹಣ ಜಮಾ ಆಗಿದ್ದನ್ನು ಖಚಿತಪಡಿಸಿಕೊಂಡರು.: [286, 212, 476, 285]
- person: [1252, 1867, 1290, 2000]
- story-text: [86, 1300, 276, 1939]
- story-text-part: ಗುಜರಾತ್ ರಾಜ್ಯದಲ್ಲಿ 1000 ಮಂದಿ ಪೈಕಿ 45 ಮಂದಿ ಸಾವನ್ನಪ್ಪುತ್ತಾರೆ. ಈ ಪ್ರಮಾಣವನ್ನು ನಾವು 30ಕ್ಕೆ ಇಳಿಸಿದ್ದೇವೆ. 2 ಲಕ್ಷದಷ್ಟು ಪ್ರಾಥಮಿಕ ಶಾಲೆಗಳನ್ನು ನಿರ್ಮಾಣ ಮಾಡಲಾಗಿದೆ.: [286, 362, 476, 436]
- story-body: [756, 2051, 1311, 2169]
- story-text-part: ಕರದಂತೆ ಮತದಾರರು ಎಚ್ಚರವಹಿಸಬೇಕು ಎಂದು ಮನವಿ ಮಾಡಿದರು.: [1066, 751, 1202, 805]
- story-body: [492, 749, 1059, 1024]
- person: [1075, 516, 1105, 742]
- story-text-part: 10 ತಿಂಗಳ ಅಡಳಿತ ಮಾಡಿದರು. ಈ ಅವಧಿಯಲ್ಲಿ ಸಾಕಷ್ಟು ಅಭಿವೃದ್ಧಿ ಕಾರ್ಯಗಳನ್ನು ಮಾಡಿದ್ದೇವೆ.: [1358, 790, 1494, 864]
- continued-from-label: ಐದನೇ ಪುಟದಿಂದ: [86, 131, 476, 163]
- registration-dot: [86, 2326, 96, 2336]
- photo-caption: ಮೈಸೂರು ಮಾನಸ ಗಂಗೋತ್ರಿಯ ಮಾನವಿಕ ಸಭಾಂಗಣದಲ್ಲಿ ಬುಧವಾರ ಅಭಿನಂದನಾ ಗ್ರಂಥ ಬಿಡುಗಡೆ ಮಾಡಲಾಯಿತು.: [763, 2006, 1304, 2023]
- story-text-part: ಮೈಸೂರು, ಆ.30(ಎಂಟಿವೈ)- ಇಂದು ಧರ್ಮದ ಹೆಸರಿನಲ್ಲಿ ದೇಶವನ್ನು ಒಡೆಯುವ ಪ್ರಯತ್ನ ನಡೆಯುತ್ತಿದ್ದು, ಇದಕ್ಕೆ ಅವಕಾಶ ನೀಡದಂತೆ ಒಗ್ಗಟ್ಟಿನಿಂದ ಪ್ರಶ್ನಿಸಬೇಕಿದೆ ಎಂದು ಮಾಜಿ ಶಿಕ್ಷಣ ಸಚಿವ ಪ್ರೊ.ಬಿ.ಕೆ.ಚಂದ್ರಶೇಖರ್ ಹೇಳಿದರು.: [492, 2000, 748, 2093]
- story-text-part: ಎಂದು ಭರವಸೆ ನೀಡಿದರು. ಚುನಾವಣಾ ಸಂದರ್ಭದಲ್ಲಿ ಪ್ರಣಾಳಿಕೆಯಲ್ಲಿ ನೀಡಿದ ಭರವಸೆಗಳನ್ನು ಈಡೇರಿಸುವ ಜವಾಬ್ದಾರಿ ಎಲ್ಲಾ ರಾಜಕೀಯ ಪಕ್ಷಗಳ ಮೇಲಿದೆ.: [86, 1439, 276, 1513]
- face: [1368, 1984, 1441, 2046]
- story-body: [1066, 749, 1494, 1142]
- person: [1170, 516, 1200, 742]
- story-text: ಮಾಡಿದರು ಎಂದು ಹೇಳಿದರು. 1.41 ಕೋಟಿ ಕುಟುಂಬಗಳಿಗೆ ಗೃಹಲಕ್ಷ್ಮಿ ಯೋಜನೆ ತಲುಪಲಿದೆ.: [286, 1994, 476, 2028]
- story-text-part: ಕರದಂತೆ ಮತದಾರರು ಎಚ್ಚರವಹಿಸಬೇಕು ಎಂದು ಮನವಿ ಮಾಡಿದರು.: [1066, 790, 1202, 844]
- story-text-part: ಕರದಂತೆ ಮತದಾರರು ಎಚ್ಚರವಹಿಸಬೇಕು ಎಂದು ಮನವಿ ಮಾಡಿದರು.: [1066, 908, 1202, 962]
- story-text: [286, 1300, 476, 1939]
- story-body: [1066, 308, 1494, 387]
- box-text: [1321, 1420, 1487, 1886]
